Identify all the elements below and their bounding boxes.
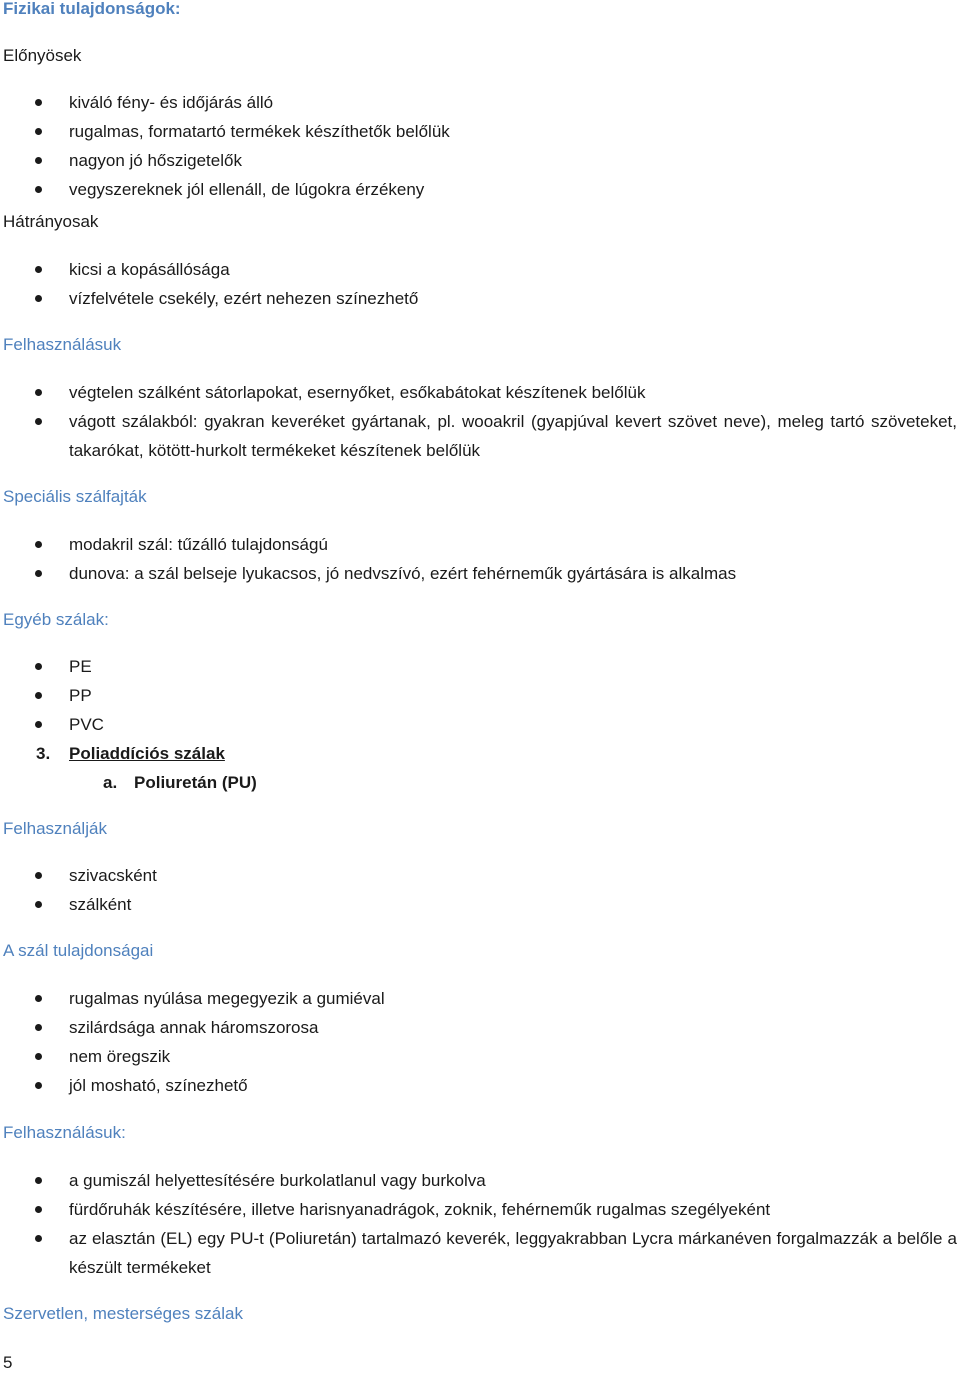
bullet-icon — [35, 186, 42, 193]
bullet-icon — [35, 295, 42, 302]
heading-egyeb: Egyéb szálak: — [3, 610, 109, 629]
poliuretan-title: Poliuretán (PU) — [134, 773, 257, 792]
bullet-icon — [35, 418, 42, 425]
list-item: szálként — [0, 890, 957, 919]
list-item: nem öregszik — [0, 1042, 957, 1071]
list-item: rugalmas nyúlása megegyezik a gumiéval — [0, 984, 957, 1013]
bullet-icon — [35, 541, 42, 548]
list-item: a gumiszál helyettesítésére burkolatlanul vagy burkolva — [0, 1166, 957, 1195]
list-szal-tulajdonsagai — [0, 984, 957, 1100]
list-felhasznalasuk-2 — [0, 1166, 957, 1282]
bullet-icon — [35, 266, 42, 273]
list-item: vegyszereknek jól ellenáll, de lúgokra érzékeny — [0, 175, 957, 204]
list-item: jól mosható, színezhető — [0, 1071, 957, 1100]
bullet-icon — [35, 1177, 42, 1184]
list-item: kicsi a kopásállósága — [0, 255, 957, 284]
bullet-icon — [35, 721, 42, 728]
list-item: rugalmas, formatartó termékek készíthetők belőlük — [0, 117, 957, 146]
bullet-icon — [35, 570, 42, 577]
bullet-icon — [35, 128, 42, 135]
list-elonyok — [0, 88, 957, 204]
list-item: vízfelvétele csekély, ezért nehezen színezhető — [0, 284, 957, 313]
list-egyeb — [0, 652, 957, 739]
bullet-icon — [35, 995, 42, 1002]
list-item: vágott szálakból: gyakran keveréket gyártanak, pl. wooakril (gyapjúval kevert szövet neve), meleg tartó szöveteket, takarókat, kötött-hurkolt termékeket készítenek belőlük — [0, 407, 957, 465]
list-felhasznaljak — [0, 861, 957, 919]
list-item: PE — [0, 652, 957, 681]
list-item: dunova: a szál belseje lyukacsos, jó nedvszívó, ezért fehérneműk gyártására is alkalmas — [0, 559, 957, 588]
list-felhasznalasuk — [0, 378, 957, 465]
bullet-icon — [35, 1082, 42, 1089]
letter-label: a. — [103, 773, 118, 792]
page-number: 5 — [3, 1353, 13, 1372]
heading-szervetlen: Szervetlen, mesterséges szálak — [3, 1304, 243, 1323]
heading-felhasznaljak: Felhasználják — [3, 819, 107, 838]
bullet-icon — [35, 872, 42, 879]
list-item: kiváló fény- és időjárás álló — [0, 88, 957, 117]
list-item: PP — [0, 681, 957, 710]
bullet-icon — [35, 157, 42, 164]
bullet-icon — [35, 663, 42, 670]
list-item: szilárdsága annak háromszorosa — [0, 1013, 957, 1042]
list-item: fürdőruhák készítésére, illetve harisnyanadrágok, zoknik, fehérneműk rugalmas szegélyeként — [0, 1195, 957, 1224]
list-hatranyok — [0, 255, 957, 313]
heading-fizikai: Fizikai tulajdonságok: — [3, 0, 181, 18]
heading-specialis: Speciális szálfajták — [3, 487, 147, 506]
bullet-icon — [35, 1206, 42, 1213]
list-item: nagyon jó hőszigetelők — [0, 146, 957, 175]
list-item: modakril szál: tűzálló tulajdonságú — [0, 530, 957, 559]
number-label: 3. — [36, 744, 51, 763]
poliaddicios-title: Poliaddíciós szálak — [69, 744, 225, 763]
bullet-icon — [35, 1024, 42, 1031]
list-item: az elasztán (EL) egy PU-t (Poliuretán) tartalmazó keverék, leggyakrabban Lycra márkanéven forgalmazzák a belőle a készült termékeket — [0, 1224, 957, 1282]
bullet-icon — [35, 1053, 42, 1060]
list-specialis — [0, 530, 957, 588]
list-item: PVC — [0, 710, 957, 739]
label-hatranyosak: Hátrányosak — [3, 212, 99, 231]
list-item: végtelen szálként sátorlapokat, esernyőket, esőkabátokat készítenek belőlük — [0, 378, 957, 407]
label-elonyosek: Előnyösek — [3, 46, 82, 65]
list-item: szivacsként — [0, 861, 957, 890]
bullet-icon — [35, 1235, 42, 1242]
bullet-icon — [35, 389, 42, 396]
bullet-icon — [35, 99, 42, 106]
heading-felhasznalasuk-2: Felhasználásuk: — [3, 1123, 126, 1142]
heading-szal-tulajdonsagai: A szál tulajdonságai — [3, 941, 154, 960]
heading-felhasznalasuk: Felhasználásuk — [3, 335, 122, 354]
bullet-icon — [35, 692, 42, 699]
bullet-icon — [35, 901, 42, 908]
